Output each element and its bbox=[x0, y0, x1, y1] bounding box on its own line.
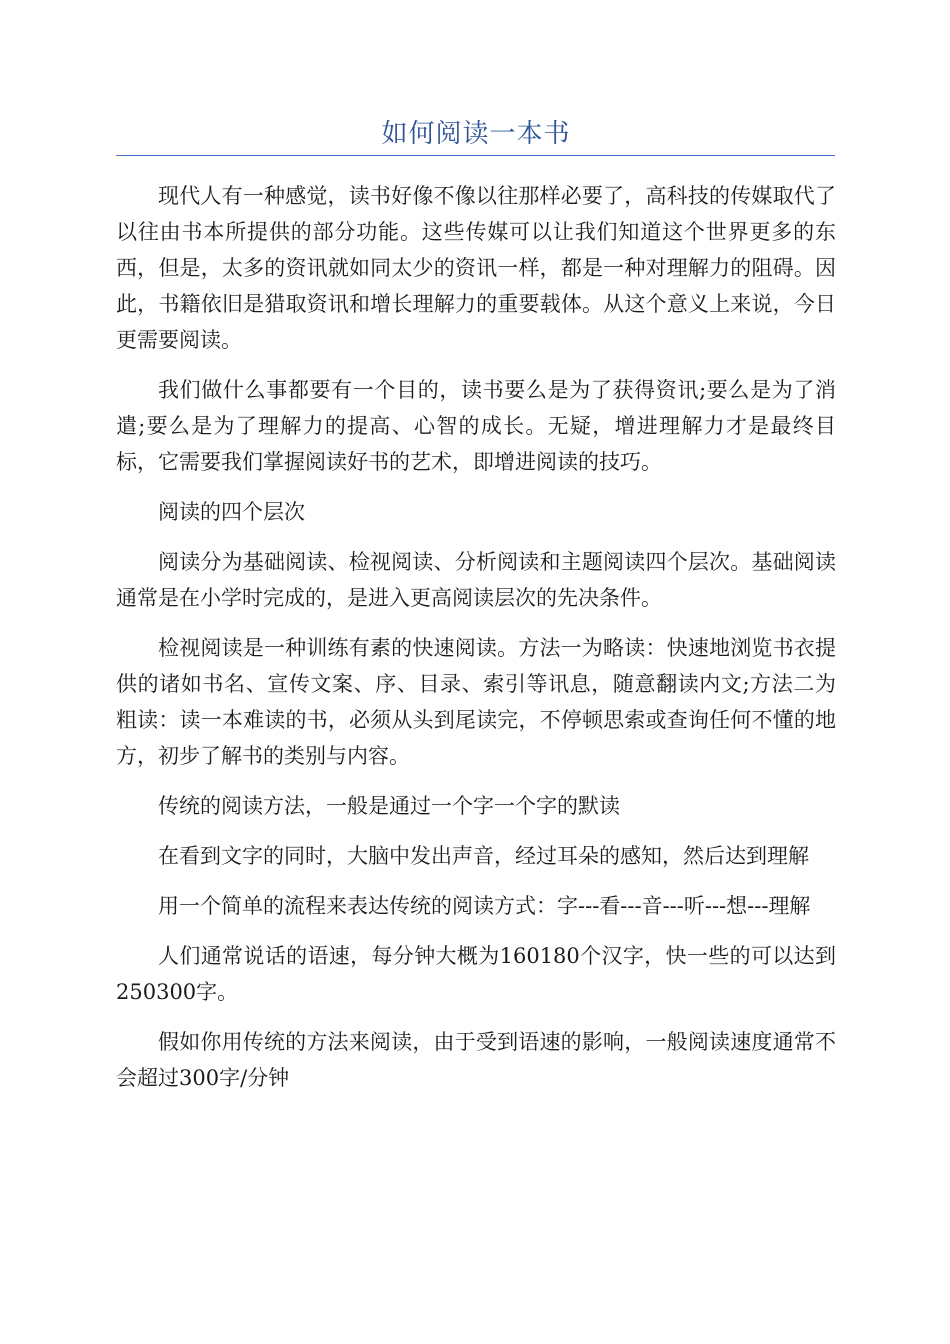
paragraph-levels: 阅读分为基础阅读、检视阅读、分析阅读和主题阅读四个层次。基础阅读通常是在小学时完成的，是进入更高阅读层次的先决条件。 bbox=[116, 550, 836, 610]
paragraph-subvocal: 在看到文字的同时，大脑中发出声音，经过耳朵的感知，然后达到理解 bbox=[158, 844, 809, 868]
document-body bbox=[116, 178, 836, 1096]
paragraph-intro: 现代人有一种感觉，读书好像不像以往那样必要了，高科技的传媒取代了以往由书本所提供的部分功能。这些传媒可以让我们知道这个世界更多的东西，但是，太多的资讯就如同太少的资讯一样，都是一种对理解力的阻碍。因此，书籍依旧是猎取资讯和增长理解力的重要载体。从这个意义上来说，今日更需要阅读。 bbox=[116, 184, 836, 352]
paragraph-reading-speed: 假如你用传统的方法来阅读，由于受到语速的影响，一般阅读速度通常不会超过300字/分钟 bbox=[116, 1030, 836, 1090]
document-page bbox=[116, 0, 836, 1344]
paragraph-inspectional: 检视阅读是一种训练有素的快速阅读。方法一为略读：快速地浏览书衣提供的诸如书名、宣传文案、序、目录、索引等讯息，随意翻读内文;方法二为粗读：读一本难读的书，必须从头到尾读完，不停顿思索或查询任何不懂的地方，初步了解书的类别与内容。 bbox=[116, 636, 836, 768]
title-underline bbox=[116, 155, 835, 156]
page-title: 如何阅读一本书 bbox=[381, 119, 571, 149]
paragraph-traditional: 传统的阅读方法，一般是通过一个字一个字的默读 bbox=[158, 794, 620, 818]
section-heading-four-levels: 阅读的四个层次 bbox=[158, 500, 305, 524]
paragraph-purpose: 我们做什么事都要有一个目的，读书要么是为了获得资讯;要么是为了消遣;要么是为了理解力的提高、心智的成长。无疑，增进理解力才是最终目标，它需要我们掌握阅读好书的艺术，即增进阅读的技巧。 bbox=[116, 378, 836, 474]
paragraph-flow: 用一个简单的流程来表达传统的阅读方式：字---看---音---听---想---理解 bbox=[158, 894, 811, 918]
paragraph-speech-rate: 人们通常说话的语速，每分钟大概为160180个汉字，快一些的可以达到250300字。 bbox=[116, 944, 836, 1004]
